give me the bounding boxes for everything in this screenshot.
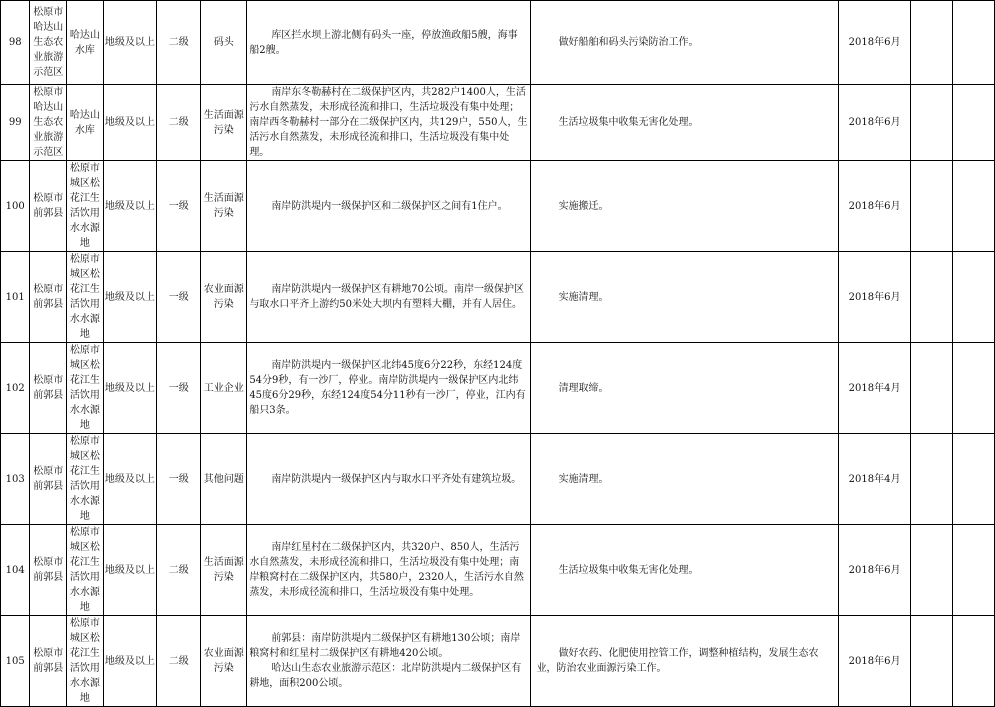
protection-zone-cell: 一级 <box>157 161 201 252</box>
region-cell: 松原市前郭县 <box>30 252 67 343</box>
description-paragraph: 南岸防洪堤内一级保护区北纬45度6分22秒，东经124度54分9秒，有一沙厂，停业。南岸防洪堤内一级保护区内北纬45度6分29秒，东经124度54分11秒有一沙厂，停业，江内有船只3条。 <box>249 360 526 416</box>
measure-cell: 做好农药、化肥使用控管工作，调整种植结构，发展生态农业，防治农业面源污染工作。 <box>530 616 839 707</box>
deadline-cell: 2018年6月 <box>839 616 910 707</box>
row-number-cell: 99 <box>1 85 30 161</box>
measure-cell: 生活垃圾集中收集无害化处理。 <box>530 525 839 616</box>
protection-zone-cell: 一级 <box>157 343 201 434</box>
problem-description-cell <box>247 525 530 616</box>
description-paragraph: 哈达山生态农业旅游示范区：北岸防洪堤内二级保护区有耕地，面积200公顷。 <box>249 663 522 689</box>
row-number-cell: 100 <box>1 161 30 252</box>
region-cell: 松原市前郭县 <box>30 343 67 434</box>
empty-cell <box>910 525 953 616</box>
water-source-cell: 松原市城区松花江生活饮用水水源地 <box>67 343 104 434</box>
region-cell: 松原市前郭县 <box>30 616 67 707</box>
protection-zone-cell: 一级 <box>157 252 201 343</box>
description-paragraph: 南岸防洪堤内一级保护区内与取水口平齐处有建筑垃圾。 <box>271 473 522 485</box>
level-cell: 地级及以上 <box>103 85 157 161</box>
region-cell: 松原市前郭县 <box>30 161 67 252</box>
empty-cell <box>953 161 995 252</box>
problem-description-cell <box>247 252 530 343</box>
problem-category-cell: 生活面源污染 <box>201 85 247 161</box>
empty-cell <box>953 1 995 85</box>
empty-cell <box>910 252 953 343</box>
table-row <box>1 85 995 161</box>
empty-cell <box>910 343 953 434</box>
table-row <box>1 252 995 343</box>
problem-description-cell <box>247 616 530 707</box>
row-number-cell: 102 <box>1 343 30 434</box>
empty-cell <box>953 616 995 707</box>
water-source-cell: 哈达山水库 <box>67 1 104 85</box>
empty-cell <box>910 161 953 252</box>
problem-description-cell <box>247 434 530 525</box>
empty-cell <box>910 1 953 85</box>
table-row <box>1 343 995 434</box>
empty-cell <box>953 85 995 161</box>
water-source-cell: 松原市城区松花江生活饮用水水源地 <box>67 434 104 525</box>
problem-category-cell: 码头 <box>201 1 247 85</box>
empty-cell <box>910 434 953 525</box>
measure-cell: 做好船舶和码头污染防治工作。 <box>530 1 839 85</box>
level-cell: 地级及以上 <box>103 616 157 707</box>
description-paragraph: 南岸防洪堤内一级保护区有耕地70公顷。南岸一级保护区与取水口平齐上游约50米处大坝内有塑料大棚，并有人居住。 <box>249 284 525 310</box>
problem-category-cell: 工业企业 <box>201 343 247 434</box>
empty-cell <box>910 616 953 707</box>
region-cell: 松原市前郭县 <box>30 525 67 616</box>
description-paragraph: 前郭县：南岸防洪堤内二级保护区有耕地130公顷；南岸粮窝村和红星村二级保护区有耕地420公顷。 <box>249 633 521 659</box>
row-number-cell: 105 <box>1 616 30 707</box>
level-cell: 地级及以上 <box>103 525 157 616</box>
protection-zone-cell: 二级 <box>157 1 201 85</box>
problem-category-cell: 其他问题 <box>201 434 247 525</box>
water-source-cell: 松原市城区松花江生活饮用水水源地 <box>67 252 104 343</box>
level-cell: 地级及以上 <box>103 434 157 525</box>
problem-category-cell: 生活面源污染 <box>201 161 247 252</box>
deadline-cell: 2018年6月 <box>839 161 910 252</box>
protection-zone-cell: 二级 <box>157 616 201 707</box>
table-row <box>1 161 995 252</box>
deadline-cell: 2018年6月 <box>839 85 910 161</box>
row-number-cell: 101 <box>1 252 30 343</box>
problem-category-cell: 农业面源污染 <box>201 252 247 343</box>
level-cell: 地级及以上 <box>103 1 157 85</box>
level-cell: 地级及以上 <box>103 161 157 252</box>
empty-cell <box>953 252 995 343</box>
deadline-cell: 2018年6月 <box>839 252 910 343</box>
protection-zone-cell: 二级 <box>157 85 201 161</box>
table-row <box>1 1 995 85</box>
problem-description-cell <box>247 1 530 85</box>
region-cell: 松原市哈达山生态农业旅游示范区 <box>30 85 67 161</box>
problem-description-cell <box>247 85 530 161</box>
empty-cell <box>953 343 995 434</box>
level-cell: 地级及以上 <box>103 252 157 343</box>
problem-description-cell <box>247 161 530 252</box>
measure-cell: 清理取缔。 <box>530 343 839 434</box>
problem-description-cell <box>247 343 530 434</box>
description-paragraph: 南岸东冬勒赫村在二级保护区内，共282户1400人，生活污水自然蒸发，未形成径流和排口，生活垃圾没有集中处理；南岸西冬勒赫村一部分在二级保护区内，共129户，550人，生活污水自然蒸发，未形成径流和排口，生活垃圾没有集中处理。 <box>249 87 528 158</box>
deadline-cell: 2018年4月 <box>839 343 910 434</box>
empty-cell <box>953 434 995 525</box>
table-row <box>1 434 995 525</box>
deadline-cell: 2018年4月 <box>839 434 910 525</box>
measure-cell: 生活垃圾集中收集无害化处理。 <box>530 85 839 161</box>
problem-category-cell: 生活面源污染 <box>201 525 247 616</box>
deadline-cell: 2018年6月 <box>839 1 910 85</box>
description-paragraph: 南岸防洪堤内一级保护区和二级保护区之间有1住户。 <box>271 200 508 212</box>
water-source-cell: 哈达山水库 <box>67 85 104 161</box>
empty-cell <box>910 85 953 161</box>
region-cell: 松原市前郭县 <box>30 434 67 525</box>
water-source-cell: 松原市城区松花江生活饮用水水源地 <box>67 161 104 252</box>
empty-cell <box>953 525 995 616</box>
row-number-cell: 98 <box>1 1 30 85</box>
water-source-cell: 松原市城区松花江生活饮用水水源地 <box>67 525 104 616</box>
measure-cell: 实施清理。 <box>530 434 839 525</box>
problem-category-cell: 农业面源污染 <box>201 616 247 707</box>
region-cell: 松原市哈达山生态农业旅游示范区 <box>30 1 67 85</box>
table-row <box>1 616 995 707</box>
description-paragraph: 库区拦水坝上游北侧有码头一座，停放渔政船5艘，海事船2艘。 <box>249 29 518 56</box>
water-source-cell: 松原市城区松花江生活饮用水水源地 <box>67 616 104 707</box>
protection-zone-cell: 一级 <box>157 434 201 525</box>
protection-zone-cell: 二级 <box>157 525 201 616</box>
row-number-cell: 103 <box>1 434 30 525</box>
description-paragraph: 南岸红星村在二级保护区内，共320户、850人，生活污水自然蒸发，未形成径流和排口，生活垃圾没有集中处理；南岸粮窝村在二级保护区内，共580户，2320人，生活污水自然蒸发，未形成径流和排口，生活垃圾没有集中处理。 <box>249 542 524 598</box>
level-cell: 地级及以上 <box>103 343 157 434</box>
row-number-cell: 104 <box>1 525 30 616</box>
deadline-cell: 2018年6月 <box>839 525 910 616</box>
measure-cell: 实施清理。 <box>530 252 839 343</box>
measure-cell: 实施搬迁。 <box>530 161 839 252</box>
table-row <box>1 525 995 616</box>
